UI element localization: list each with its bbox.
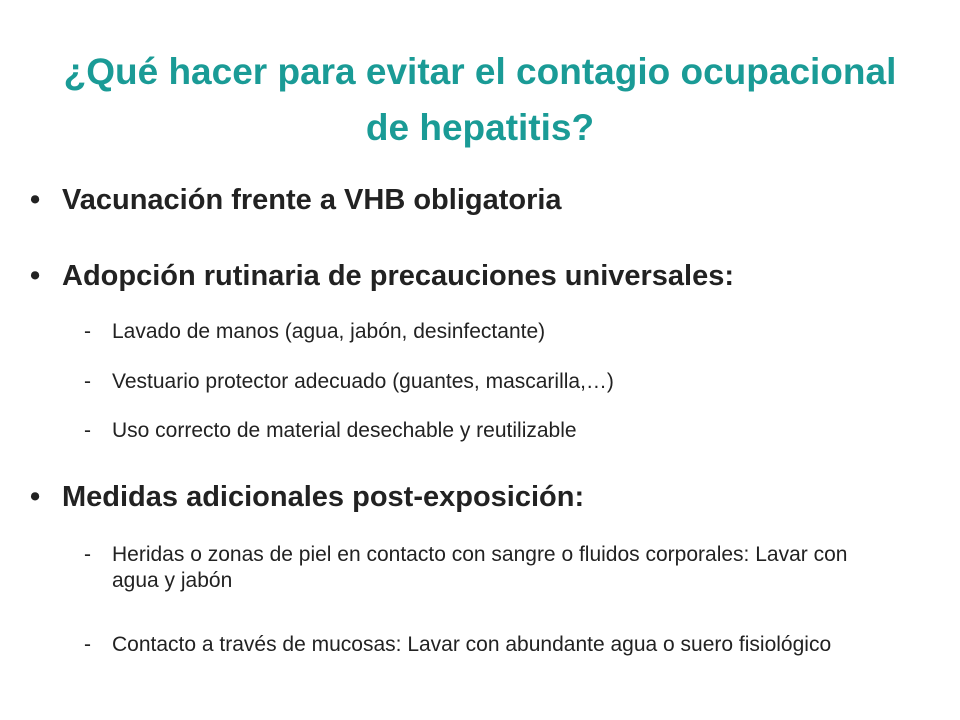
sub-item-text: Contacto a través de mucosas: Lavar con abundante agua o suero fisiológico [112,633,832,656]
bullet-marker: • [30,184,41,216]
sub-item-text: Heridas o zonas de piel en contacto con sangre o fluidos corporales: Lavar con agua y jabón [112,543,848,592]
sub-item-protective-clothing [84,369,892,395]
sub-item-text: Vestuario protector adecuado (guantes, mascarilla,…) [112,370,614,393]
sub-item-mucosa-contact [84,632,892,658]
sub-item-hand-washing [84,319,892,345]
slide-title-line-2: de hepatitis? [365,107,595,148]
bullet-marker: • [30,481,41,513]
sub-item-marker: - [84,419,91,442]
bullet-text: Medidas adicionales post-exposición: [62,481,585,513]
sub-item-marker: - [84,320,91,343]
bullet-post-exposure [30,480,584,514]
sub-item-marker: - [84,543,91,566]
sub-item-text: Uso correcto de material desechable y reutilizable [112,419,577,442]
sub-item-marker: - [84,633,91,656]
sub-item-material-use [84,418,892,444]
bullet-text: Vacunación frente a VHB obligatoria [62,184,562,216]
slide-title-line-1: ¿Qué hacer para evitar el contagio ocupacional [63,51,897,92]
sub-item-text: Lavado de manos (agua, jabón, desinfectante) [112,320,546,343]
bullet-vaccination [30,183,562,217]
bullet-marker: • [30,260,41,292]
sub-item-wounds-skin [84,542,892,594]
bullet-text: Adopción rutinaria de precauciones universales: [62,260,735,292]
bullet-universal-precautions [30,259,734,293]
sub-item-marker: - [84,370,91,393]
